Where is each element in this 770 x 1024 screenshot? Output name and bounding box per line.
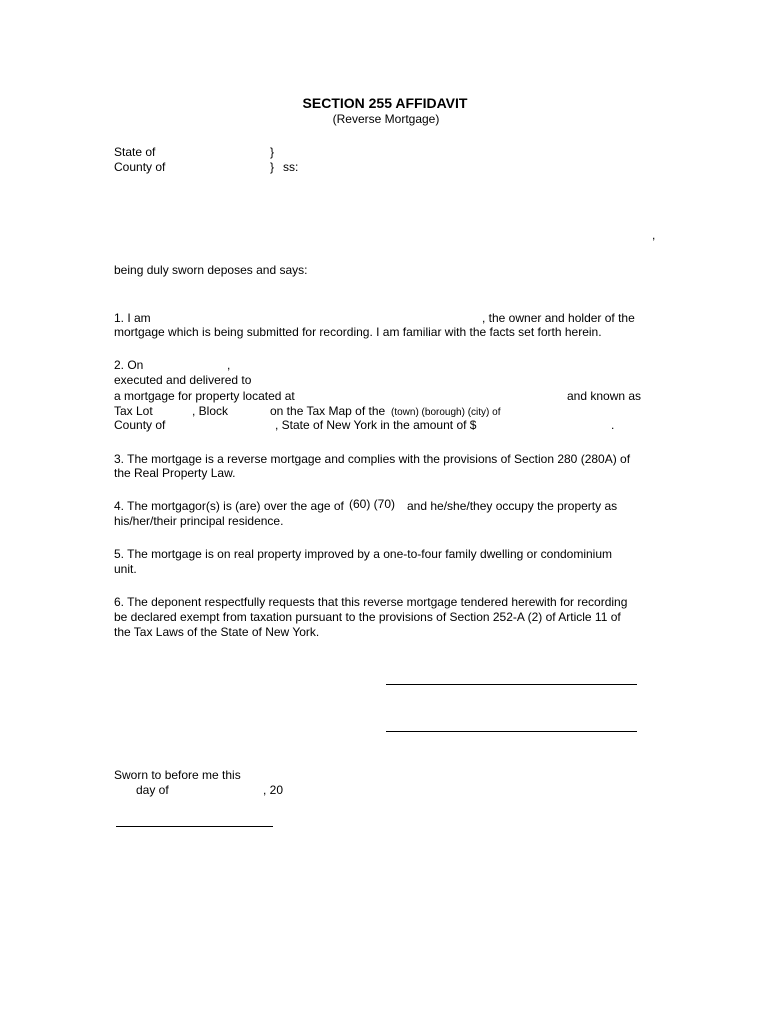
para6-line2: be declared exempt from taxation pursuant to the provisions of Section 252-A (2) of Article 11 of: [114, 610, 621, 624]
para2-on: 2. On: [114, 358, 144, 372]
signature-line-1: [386, 684, 637, 685]
duly-sworn-text: being duly sworn deposes and says:: [114, 263, 308, 277]
para5-line1: 5. The mortgage is on real property improved by a one-to-four family dwelling or condominium: [114, 547, 613, 561]
para4-end: and he/she/they occupy the property as: [407, 499, 618, 513]
para3-line1: 3. The mortgage is a reverse mortgage and complies with the provisions of Section 280 (280A) of: [114, 452, 631, 466]
para2-tax-map: on the Tax Map of the: [270, 404, 386, 418]
county-label: County of: [114, 160, 166, 174]
ss-label: ss:: [283, 160, 299, 174]
para1-line2: mortgage which is being submitted for recording. I am familiar with the facts set forth herein.: [114, 325, 602, 339]
para1-owner-holder: , the owner and holder of the: [482, 311, 635, 325]
para4-age: (60) (70): [349, 497, 396, 511]
venue-brace-1: }: [270, 145, 275, 159]
para6-line3: the Tax Laws of the State of New York.: [114, 625, 320, 639]
para2-known-as: and known as: [567, 389, 642, 403]
para3-line2: the Real Property Law.: [114, 466, 236, 480]
document-subtitle: (Reverse Mortgage): [332, 112, 440, 126]
para5-line2: unit.: [114, 562, 137, 576]
jurat-day-of: day of: [136, 783, 169, 797]
para2-comma: ,: [227, 358, 231, 372]
para4-line2: his/her/their principal residence.: [114, 514, 284, 528]
para2-state-amount: , State of New York in the amount of $: [275, 418, 477, 432]
para2-tax-lot: Tax Lot: [114, 404, 153, 418]
jurat-sworn: Sworn to before me this: [114, 768, 241, 782]
para2-town-options: (town) (borough) (city) of: [391, 407, 501, 418]
state-label: State of: [114, 145, 156, 159]
venue-brace-2: }: [270, 160, 275, 174]
para6-line1: 6. The deponent respectfully requests that this reverse mortgage tendered herewith for recording: [114, 595, 628, 609]
para2-executed: executed and delivered to: [114, 373, 252, 387]
para1-start: 1. I am: [114, 311, 151, 325]
jurat-year: , 20: [263, 783, 284, 797]
para2-county-of: County of: [114, 418, 166, 432]
signature-line-2: [386, 731, 637, 732]
deponent-comma: ,: [652, 228, 656, 242]
para2-block: , Block: [192, 404, 229, 418]
para2-period: .: [611, 418, 615, 432]
notary-signature-line: [116, 826, 273, 827]
para4-start: 4. The mortgagor(s) is (are) over the age of: [114, 499, 344, 513]
para2-located: a mortgage for property located at: [114, 389, 295, 403]
document-title: SECTION 255 AFFIDAVIT: [302, 95, 468, 111]
